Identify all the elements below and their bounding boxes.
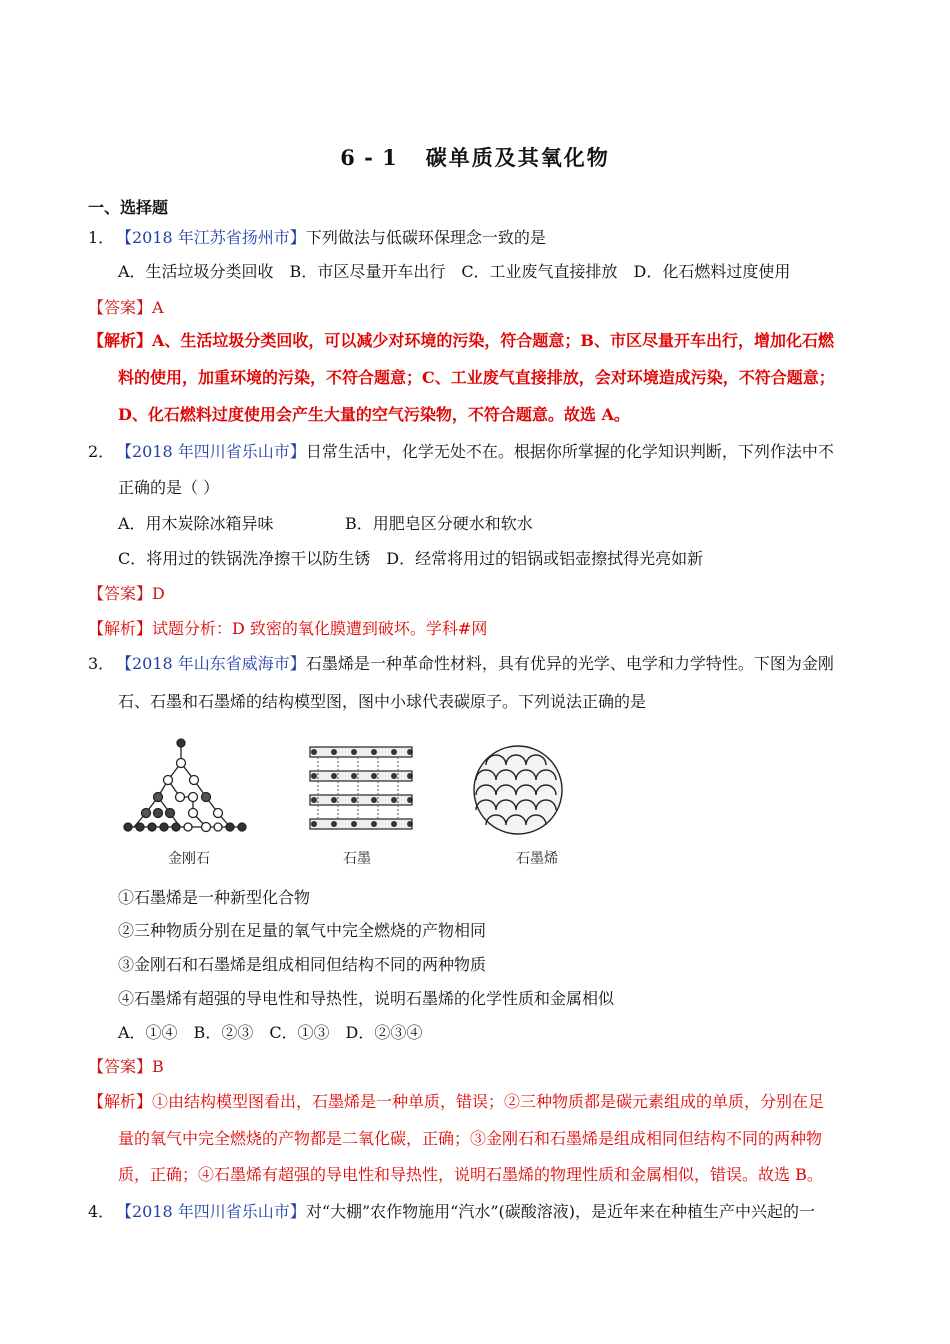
question-source: 【2018 年江苏省扬州市】 bbox=[116, 228, 306, 247]
question-3-answer: 【答案】B bbox=[88, 1057, 164, 1076]
question-3-statement-4: ④石墨烯有超强的导电性和导热性，说明石墨烯的化学性质和金属相似 bbox=[118, 989, 615, 1008]
question-3-statement-3: ③金刚石和石墨烯是组成相同但结构不同的两种物质 bbox=[118, 955, 487, 974]
question-3-analysis-line-3: 质，正确；④石墨烯有超强的导电性和导热性，说明石墨烯的物理性质和金属相似，错误。故选 B。 bbox=[118, 1165, 823, 1184]
question-2-option-b: B．用肥皂区分硬水和软水 bbox=[345, 514, 533, 533]
question-3-stem-cont: 石、石墨和石墨烯的结构模型图，图中小球代表碳原子。下列说法正确的是 bbox=[118, 692, 647, 711]
title-text: 碳单质及其氧化物 bbox=[425, 145, 610, 170]
question-source: 【2018 年四川省乐山市】 bbox=[116, 1202, 306, 1221]
graphene-model-icon bbox=[474, 746, 562, 834]
question-2-stem-cont: 正确的是（ ） bbox=[118, 478, 220, 497]
carbon-structure-figure bbox=[118, 735, 578, 870]
question-2-stem: 2． 【2018 年四川省乐山市】日常生活中，化学无处不在。根据你所掌握的化学知识判断，下列作法中不 bbox=[88, 442, 834, 461]
question-3-analysis-line-2: 量的氧气中完全燃烧的产物都是二氧化碳，正确；③金刚石和石墨烯是组成相同但结构不同的两种物 bbox=[118, 1129, 823, 1148]
question-2-answer: 【答案】D bbox=[88, 584, 165, 603]
figure-label-graphite: 石墨 bbox=[343, 851, 371, 867]
question-1-options: A．生活垃圾分类回收 B．市区尽量开车出行 C．工业废气直接排放 D．化石燃料过度使用 bbox=[118, 262, 791, 281]
question-1-answer: 【答案】A bbox=[88, 298, 164, 317]
question-3-stem: 3． 【2018 年山东省威海市】石墨烯是一种革命性材料，具有优异的光学、电学和力学特性。下图为金刚 bbox=[88, 654, 834, 673]
page-title bbox=[0, 142, 950, 172]
question-3-statement-2: ②三种物质分别在足量的氧气中完全燃烧的产物相同 bbox=[118, 921, 487, 940]
question-source: 【2018 年四川省乐山市】 bbox=[116, 442, 306, 461]
question-2-option-a: A．用木炭除冰箱异味 bbox=[118, 514, 274, 533]
diamond-model-icon bbox=[124, 739, 246, 832]
question-1-analysis-line-3: D、化石燃料过度使用会产生大量的空气污染物，不符合题意。故选 A。 bbox=[118, 405, 630, 424]
question-3-analysis-line-1: 【解析】①由结构模型图看出，石墨烯是一种单质，错误；②三种物质都是碳元素组成的单质，分别在足 bbox=[88, 1092, 825, 1111]
question-1-analysis-line-1: 【解析】A、生活垃圾分类回收，可以减少对环境的污染，符合题意；B、市区尽量开车出行，增加化石燃 bbox=[88, 331, 834, 350]
question-2-option-cd: C．将用过的铁锅洗净擦干以防生锈 D．经常将用过的铝锅或铝壶擦拭得光亮如新 bbox=[118, 549, 704, 568]
section-heading: 一、选择题 bbox=[88, 198, 169, 217]
question-2-analysis: 【解析】试题分析：D 致密的氧化膜遭到破坏。学科#网 bbox=[88, 619, 488, 638]
title-number: 6 - 1 bbox=[340, 145, 398, 170]
figure-label-graphene: 石墨烯 bbox=[516, 851, 558, 867]
graphite-model-icon bbox=[310, 747, 413, 829]
question-source: 【2018 年山东省威海市】 bbox=[116, 654, 306, 673]
question-4-stem: 4． 【2018 年四川省乐山市】对“大棚”农作物施用“汽水”(碳酸溶液)，是近年来在种植生产中兴起的一 bbox=[88, 1202, 816, 1221]
figure-label-diamond: 金刚石 bbox=[168, 851, 210, 867]
question-1-stem: 1． 【2018 年江苏省扬州市】下列做法与低碳环保理念一致的是 bbox=[88, 228, 546, 247]
question-3-statement-1: ①石墨烯是一种新型化合物 bbox=[118, 888, 311, 907]
question-1-analysis-line-2: 料的使用，加重环境的污染，不符合题意；C、工业废气直接排放，会对环境造成污染，不符合题意； bbox=[118, 368, 835, 387]
question-3-options: A．①④ B．②③ C．①③ D．②③④ bbox=[118, 1023, 423, 1042]
